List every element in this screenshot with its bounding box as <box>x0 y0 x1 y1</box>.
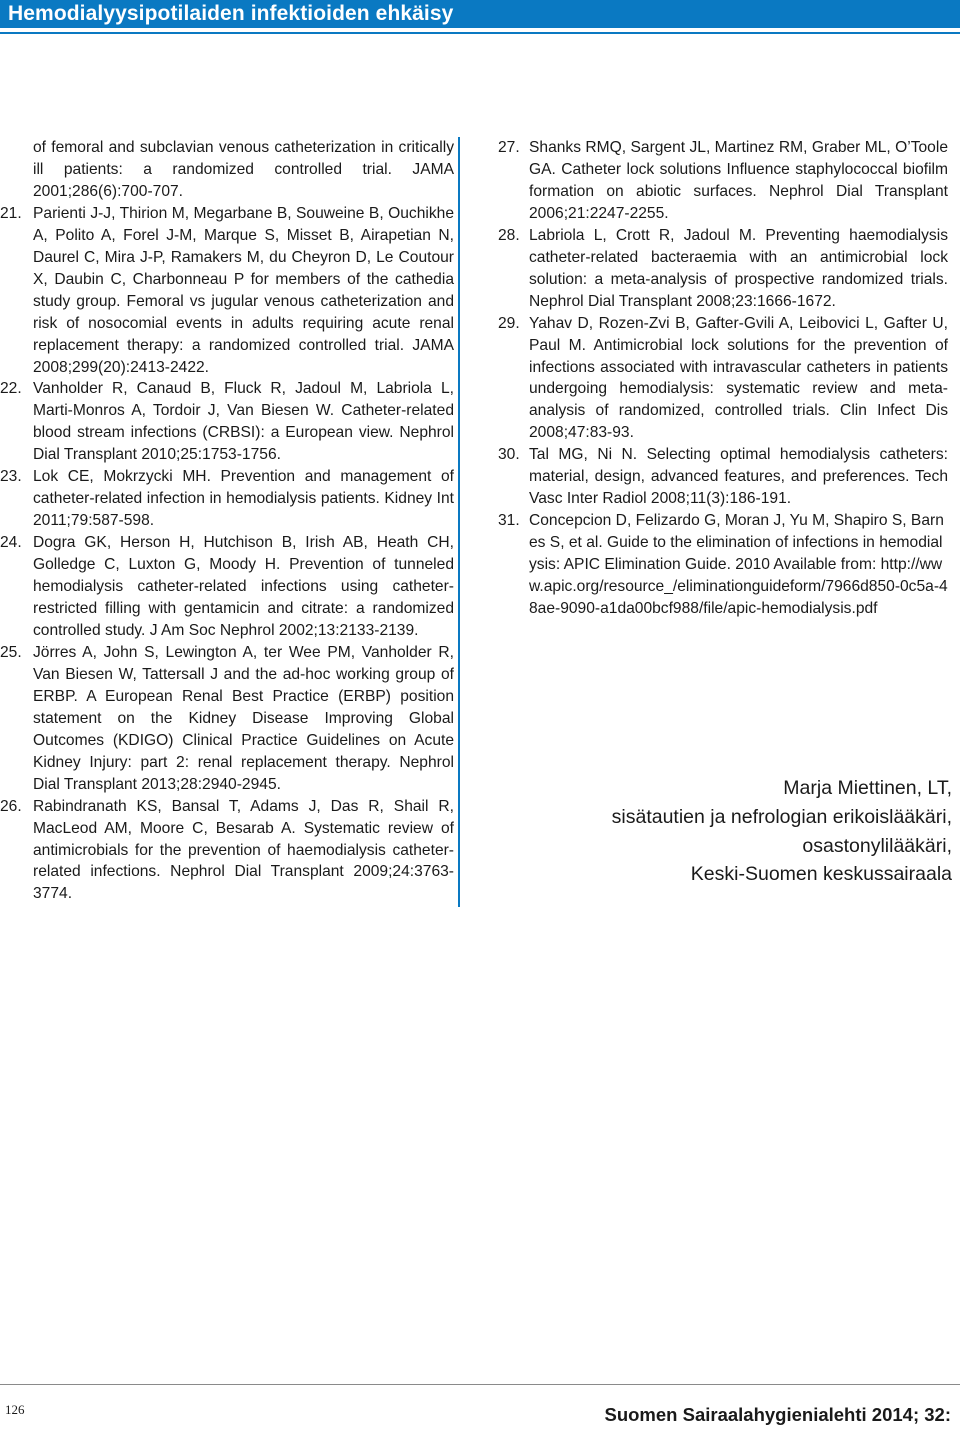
reference-text: Parienti J-J, Thirion M, Megarbane B, Souweine B, Ouchikhe A, Polito A, Forel J-M, Marque S, Misset B, Airapetian N, Daurel C, Mira J-P, Ramakers M, du Cheyron D, Le Coutour X, Daubin C, Charbonneau P for members of the cathedia study group. Femoral vs jugular venous catheterization and risk of nosocomial events in adults requiring acute renal replacement therapy: a randomized controlled trial. JAMA 2008;299(20):2413-2422. <box>33 204 454 376</box>
author-title: sisätautien ja nefrologian erikoislääkäri, <box>611 805 952 828</box>
page-title: Hemodialyysipotilaiden infektioiden ehkäisy <box>8 2 454 25</box>
reference-number: 23. <box>0 468 22 486</box>
reference-item <box>477 313 948 445</box>
reference-text: Rabindranath KS, Bansal T, Adams J, Das R, Shail R, MacLeod AM, Moore C, Besarab A. Systematic review of antimicrobials for the prevention of haemodialysis catheter-related infections. Nephrol Dial Transplant 2009;24:3763-3774. <box>33 797 454 903</box>
reference-item <box>0 642 454 796</box>
reference-text: Labriola L, Crott R, Jadoul M. Preventing haemodialysis catheter-related bacteraemia with an antimicrobial lock solution: a meta-analysis of prospective randomized trials. Nephrol Dial Transplant 2008;23:1666-1672. <box>529 226 948 310</box>
header-divider <box>0 32 960 34</box>
author-position: osastonylilääkäri, <box>802 834 952 857</box>
author-name: Marja Miettinen, LT, <box>783 777 952 799</box>
reference-number: 29. <box>498 314 520 332</box>
author-affiliation: Keski-Suomen keskussairaala <box>690 863 952 886</box>
reference-item <box>477 225 948 313</box>
journal-name: Suomen Sairaalahygienialehti 2014; 32: <box>604 1404 951 1425</box>
reference-item <box>0 466 454 532</box>
reference-item <box>0 532 454 642</box>
reference-text: Vanholder R, Canaud B, Fluck R, Jadoul M, Labriola L, Marti-Monros A, Tordoir J, Van Biesen W. Catheter-related blood stream infections (CRBSI): a European view. Nephrol Dial Transplant 2010;25:1753-1756. <box>33 380 454 464</box>
reference-text: Concepcion D, Felizardo G, Moran J, Yu M, Shapiro S, Barnes S, et al. Guide to the elimination of infections in hemodialysis: APIC Elimination Guide. 2010 Available from: http://www.apic.org/resource_/eliminationguideform/7966d850-0c5a-48ae-9090-a1da00bcf988/file/apic-hemodialysis.pdf <box>529 512 948 618</box>
reference-number: 24. <box>0 534 22 552</box>
left-column <box>0 137 460 907</box>
reference-number: 26. <box>0 797 22 815</box>
reference-item <box>0 203 454 379</box>
reference-item <box>477 510 948 620</box>
header-bar <box>0 0 960 28</box>
page-number: 126 <box>5 1402 25 1417</box>
reference-number: 21. <box>0 204 22 222</box>
reference-text: Yahav D, Rozen-Zvi B, Gafter-Gvili A, Leibovici L, Gafter U, Paul M. Antimicrobial lock solutions for the prevention of infections associated with intravascular catheters in patients undergoing hemodialysis: systematic review and meta-analysis of randomized, controlled trials. Clin Infect Dis 2008;47:83-93. <box>529 314 948 442</box>
right-column <box>477 137 952 620</box>
reference-text: Shanks RMQ, Sargent JL, Martinez RM, Graber ML, O’Toole GA. Catheter lock solutions Influence staphylococcal biofilm formation on abiotic surfaces. Nephrol Dial Transplant 2006;21:2247-2255. <box>529 139 948 222</box>
reference-number: 30. <box>498 446 520 464</box>
reference-number: 31. <box>498 512 520 530</box>
reference-number: 27. <box>498 139 520 156</box>
reference-text: Lok CE, Mokrzycki MH. Prevention and management of catheter-related infection in hemodialysis patients. Kidney Int 2011;79:587-598. <box>33 468 454 530</box>
reference-text: Tal MG, Ni N. Selecting optimal hemodialysis catheters: material, design, advanced features, and preferences. Tech Vasc Inter Radiol 2008;11(3):186-191. <box>529 446 948 508</box>
reference-item <box>0 378 454 466</box>
reference-number: 28. <box>498 226 520 244</box>
reference-text: of femoral and subclavian venous catheterization in critically ill patients: a randomized controlled trial. JAMA 2001;286(6):700-707. <box>33 139 454 200</box>
reference-item <box>477 444 948 510</box>
reference-text: Dogra GK, Herson H, Hutchison B, Irish AB, Heath CH, Golledge C, Luxton G, Moody H. Prevention of tunneled hemodialysis catheter-related infections using catheter-restricted filling with gentamicin and citrate: a randomized controlled study. J Am Soc Nephrol 2002;13:2133-2139. <box>33 534 454 639</box>
author-signature <box>532 774 952 889</box>
reference-item <box>477 137 948 225</box>
reference-number: 25. <box>0 643 22 661</box>
reference-continuation <box>0 137 454 203</box>
footer-divider <box>0 1384 960 1385</box>
reference-item <box>0 796 454 906</box>
reference-number: 22. <box>0 380 22 398</box>
reference-text: Jörres A, John S, Lewington A, ter Wee PM, Vanholder R, Van Biesen W, Tattersall J and the ad-hoc working group of ERBP. A European Renal Best Practice (ERBP) position statement on the Kidney Disease Improving Global Outcomes (KDIGO) Clinical Practice Guidelines on Acute Kidney Injury: part 2: renal replacement therapy. Nephrol Dial Transplant 2013;28:2940-2945. <box>33 643 454 793</box>
